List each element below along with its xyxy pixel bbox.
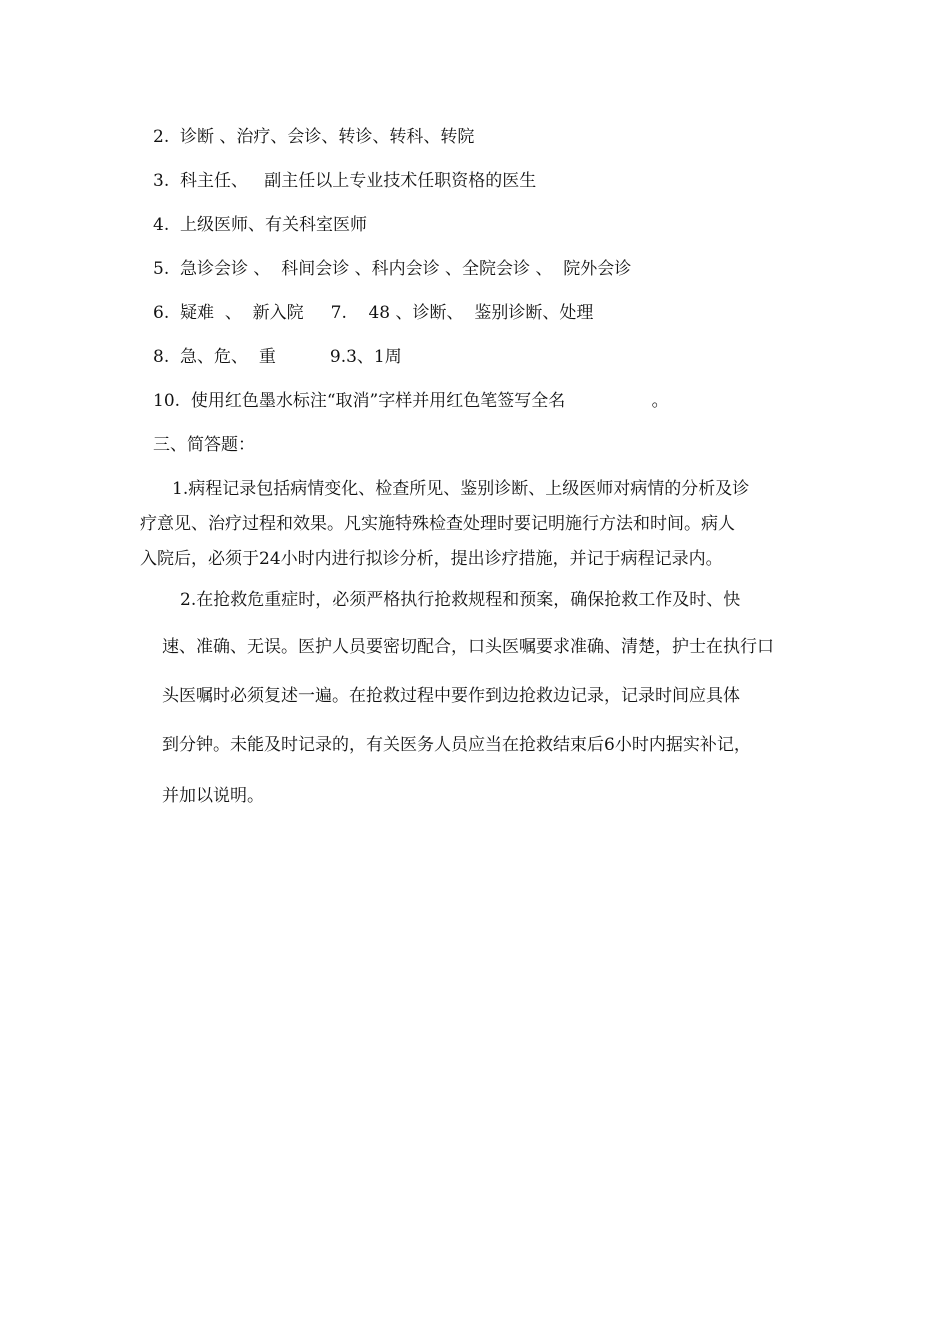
answer-2-line-4: 到分钟。未能及时记录的，有关医务人员应当在抢救结束后6小时内据实补记， [162,735,751,755]
answer-1-line-2: 疗意见、治疗过程和效果。凡实施特殊检查处理时要记明施行方法和时间。病人 [140,514,735,534]
fill-answer-6-7: 6. 疑难 、 新入院 7. 48 、诊断、 鉴别诊断、处理 [153,303,594,323]
answer-2-line-5: 并加以说明。 [162,786,264,806]
fill-answer-3: 3. 科主任、 副主任以上专业技术任职资格的医生 [153,171,537,191]
answer-1-line-3: 入院后，必须于24小时内进行拟诊分析，提出诊疗措施，并记于病程记录内。 [140,549,723,569]
section-heading: 三、简答题： [153,435,255,455]
answer-1-line-1: 1.病程记录包括病情变化、检查所见、鉴别诊断、上级医师对病情的分析及诊 [172,479,750,499]
fill-answer-4: 4. 上级医师、有关科室医师 [153,215,368,235]
answer-2-line-2: 速、准确、无误。医护人员要密切配合，口头医嘱要求准确、清楚，护士在执行口 [162,637,774,657]
fill-answer-2: 2. 诊断 、治疗、会诊、转诊、转科、转院 [153,127,475,147]
answer-2-line-3: 头医嘱时必须复述一遍。在抢救过程中要作到边抢救边记录，记录时间应具体 [162,686,740,706]
fill-answer-10: 10. 使用红色墨水标注“取消”字样并用红色笔签写全名 。 [153,391,669,411]
answer-2-line-1: 2.在抢救危重症时，必须严格执行抢救规程和预案，确保抢救工作及时、快 [180,590,741,610]
fill-answer-8-9: 8. 急、危、 重 9.3、1周 [153,347,402,367]
fill-answer-5: 5. 急诊会诊 、 科间会诊 、科内会诊 、全院会诊 、 院外会诊 [153,259,632,279]
